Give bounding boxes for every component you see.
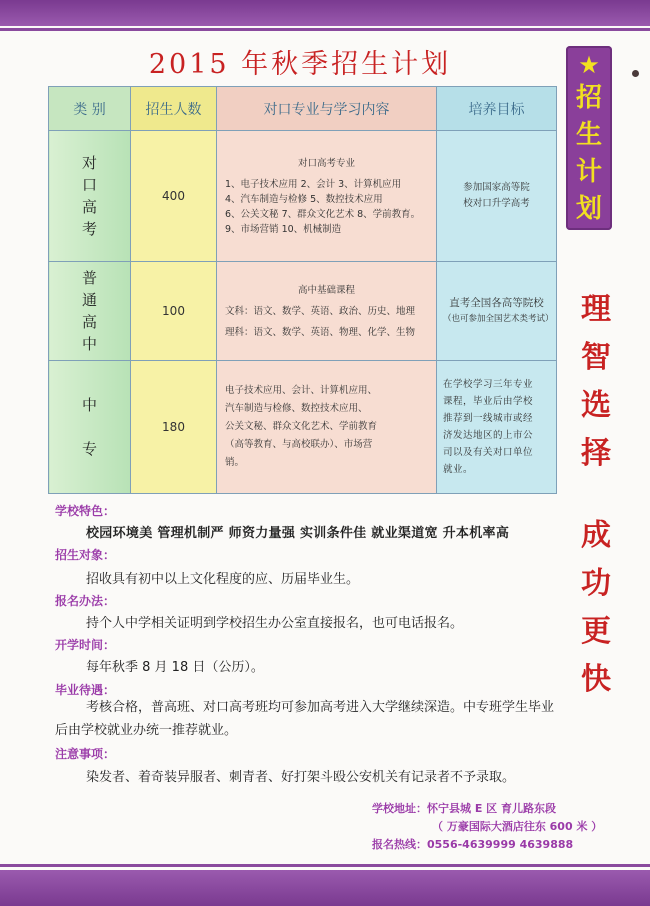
enrollment-count: 180 [131,360,217,493]
slogan-char: 理 [581,292,611,327]
start-text: 每年秋季 8 月 18 日（公历）。 [86,660,264,675]
category-cell [49,360,131,493]
address-label: 学校地址： [372,802,427,815]
star-icon: ★ [578,51,600,79]
top-purple-band [0,0,650,26]
content-line: 汽车制造与检修、数控技术应用、 [225,402,368,414]
punch-hole [632,70,639,77]
goal-line: 参加国家高等院 [463,182,530,194]
goal-line: 就业。 [443,463,474,475]
features-heading: 学校特色： [55,504,116,518]
category-char: 考 [81,220,97,239]
category-char: 高 [81,198,97,217]
side-label-char: 生 [575,120,602,150]
start-heading: 开学时间： [55,638,116,652]
content-line: 文科：语文、数学、英语、政治、历史、地理 [225,305,416,317]
category-char: 对 [81,154,97,173]
address-line [372,800,612,818]
category-char: 专 [81,439,97,458]
content-line: 4、汽车制造与检修 5、数控技术应用 [225,193,383,205]
header-majors-content: 对口专业与学习内容 [217,87,437,131]
content-title: 对口高考专业 [297,157,355,169]
page-title: 2015 年秋季招生计划 [148,49,452,80]
goal-line: 济发达地区的上市公 [443,429,534,441]
training-goal-cell [437,262,557,360]
slogan-char: 智 [581,340,611,375]
slogan-rational-choice [572,286,620,478]
content-line: 公关文秘、群众文化艺术、学前教育 [225,420,378,432]
enrollment-count: 100 [131,262,217,360]
header-training-goal: 培养目标 [437,87,557,131]
slogan-char: 更 [581,614,611,649]
content-line: 9、市场营销 10、机械制造 [225,223,342,235]
category-char: 通 [81,291,97,309]
content-line: 销。 [225,456,245,468]
target-heading: 招生对象： [55,548,116,562]
graduation-text: 考核合格，普高班、对口高考班均可参加高考进入大学继续深造。中专班学生毕业后由学校就业办统一推荐就业。 [55,700,555,738]
table-header-row [49,87,557,131]
majors-content-cell [217,360,437,493]
category-char: 口 [81,176,97,195]
slogan-faster-success [572,512,620,704]
goal-line: 推荐到一线城市或经 [443,412,534,424]
goal-line: 直考全国各高等院校 [449,297,544,309]
side-label-char: 划 [575,194,602,224]
category-cell [49,131,131,262]
enrollment-plan-side-label [566,46,612,230]
content-line: 理科：语文、数学、英语、物理、化学、生物 [225,326,416,338]
notes-text: 染发者、着奇装异服者、刺青者、好打架斗殴公安机关有记录者不予录取。 [86,770,516,785]
address-value: 怀宁县城 E 区 育儿路东段 [427,802,557,815]
phone-label: 报名热线： [372,838,427,851]
table-row-general-high-school [49,262,557,360]
phone-line [372,836,612,854]
table-row-vocational-college-exam [49,131,557,262]
content-line: 电子技术应用、会计、计算机应用、 [225,384,378,396]
top-divider-line [0,28,650,31]
content-line: （高等教育、与高校联办）、市场营 [225,438,373,450]
content-title: 高中基础课程 [297,284,355,296]
signup-text: 持个人中学相关证明到学校招生办公室直接报名，也可电话报名。 [86,616,464,631]
category-char: 普 [81,269,97,287]
slogan-char: 择 [581,436,611,471]
slogan-char: 快 [581,662,611,697]
header-category: 类 别 [49,87,131,131]
graduation-heading: 毕业待遇： [55,683,116,697]
phone-value: 0556-4639999 4639888 [427,838,574,851]
category-cell [49,262,131,360]
contact-info [372,800,612,854]
category-char: 高 [81,313,97,331]
enrollment-plan-table [48,86,557,494]
table-row-secondary-vocational [49,360,557,493]
bottom-divider-line [0,864,650,867]
majors-content-cell [217,131,437,262]
slogan-char: 选 [581,388,611,423]
side-label-char: 计 [575,157,602,187]
features-text: 校园环境美 管理机制严 师资力量强 实训条件佳 就业渠道宽 升本机率高 [86,526,510,541]
goal-line: 司以及有关对口单位 [443,446,534,458]
goal-line: （也可参加全国艺术类考试） [443,314,554,324]
category-char: 中 [81,335,97,353]
enrollment-count: 400 [131,131,217,262]
address-note: （ 万豪国际大酒店往东 600 米 ） [432,820,603,833]
training-goal-cell [437,131,557,262]
content-line: 6、公关文秘 7、群众文化艺术 8、学前教育。 [225,208,421,220]
header-enrollment-count: 招生人数 [131,87,217,131]
slogan-char: 功 [581,566,611,601]
content-line: 1、电子技术应用 2、会计 3、计算机应用 [225,178,402,190]
majors-content-cell [217,262,437,360]
target-text: 招收具有初中以上文化程度的应、历届毕业生。 [86,572,360,587]
goal-line: 在学校学习三年专业 [443,378,534,390]
side-label-char: 招 [575,83,602,113]
goal-line: 校对口升学高考 [463,198,530,210]
goal-line: 课程，毕业后由学校 [443,395,534,407]
training-goal-cell [437,360,557,493]
signup-heading: 报名办法： [55,594,116,608]
category-char: 中 [81,395,97,414]
notes-heading: 注意事项： [55,747,116,761]
bottom-purple-band [0,870,650,906]
slogan-char: 成 [581,518,611,553]
